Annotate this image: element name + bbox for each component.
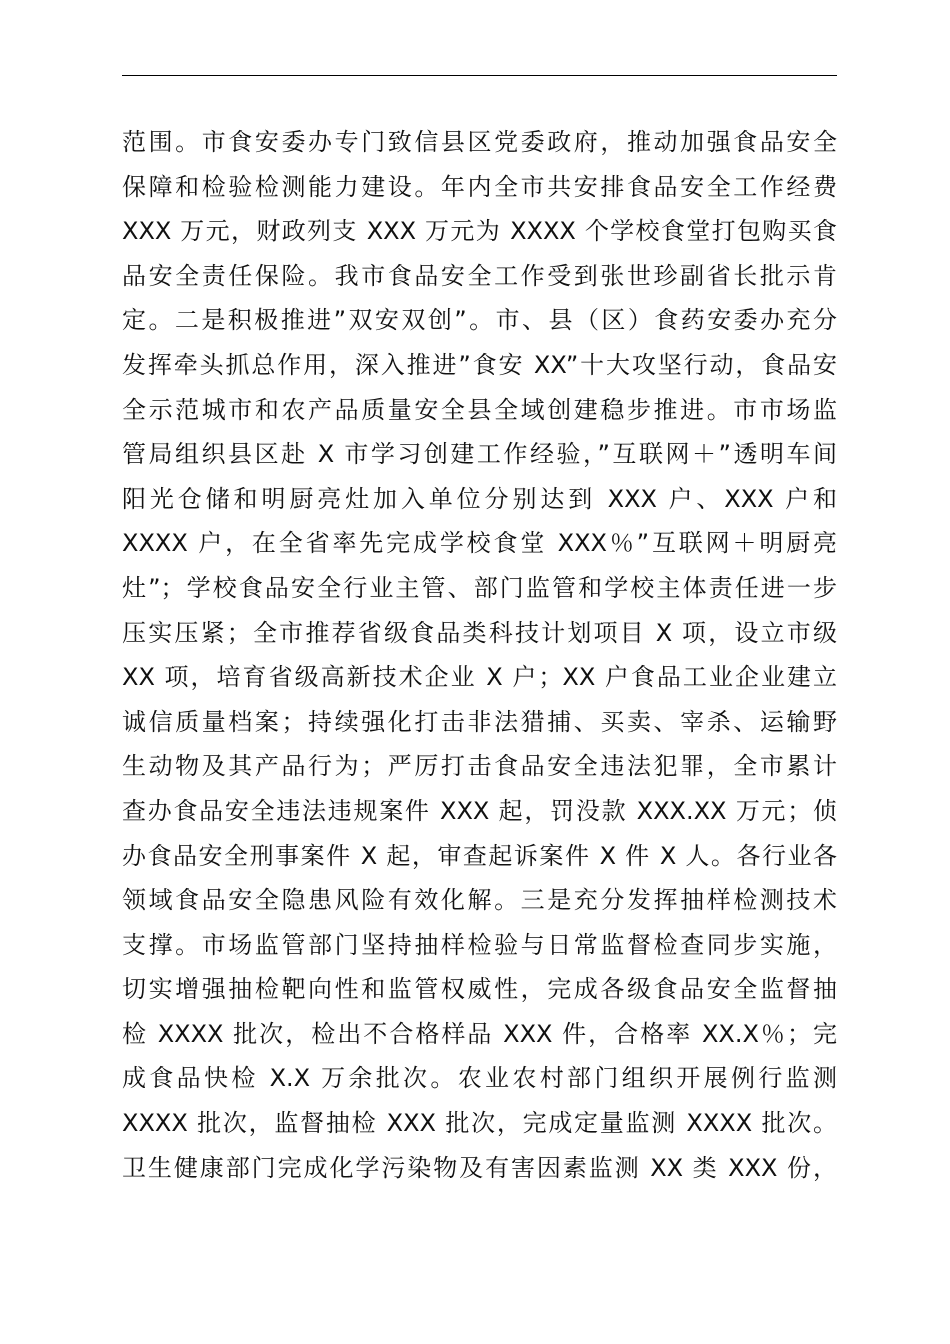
text-line: 生动物及其产品行为；严厉打击食品安全违法犯罪，全市累计 xyxy=(122,752,837,781)
text-line: 卫生健康部门完成化学污染物及有害因素监测 XX 类 XXX 份， xyxy=(122,1153,837,1182)
text-line: 品安全责任保险。我市食品安全工作受到张世珍副省长批示肯 xyxy=(122,261,837,290)
text-line: XXX 万元，财政列支 XXX 万元为 XXXX 个学校食堂打包购买食 xyxy=(122,217,837,246)
text-line: 诚信质量档案；持续强化打击非法猎捕、买卖、宰杀、运输野 xyxy=(122,707,837,736)
text-line: 范围。市食安委办专门致信县区党委政府，推动加强食品安全 xyxy=(122,128,837,156)
text-line: 办食品安全刑事案件 X 起，审查起诉案件 X 件 X 人。各行业各 xyxy=(122,841,837,870)
text-line: 查办食品安全违法违规案件 XXX 起，罚没款 XXX.XX 万元；侦 xyxy=(122,796,837,825)
text-line: 灶”；学校食品安全行业主管、部门监管和学校主体责任进一步 xyxy=(122,573,837,602)
text-line: 保障和检验检测能力建设。年内全市共安排食品安全工作经费 xyxy=(122,172,837,201)
text-line: 定。二是积极推进”双安双创”。市、县（区）食药安委办充分 xyxy=(122,306,837,335)
text-line: 支撑。市场监管部门坚持抽样检验与日常监督检查同步实施， xyxy=(122,930,837,959)
text-line: 切实增强抽检靶向性和监管权威性，完成各级食品安全监督抽 xyxy=(122,975,837,1004)
text-line: 全示范城市和农产品质量安全县全域创建稳步推进。市市场监 xyxy=(122,395,837,424)
text-line: XXXX 户，在全省率先完成学校食堂 XXX％”互联网＋明厨亮 xyxy=(122,529,837,558)
body-paragraph xyxy=(122,120,837,1190)
text-line: 阳光仓储和明厨亮灶加入单位分别达到 XXX 户、XXX 户和 xyxy=(122,484,837,513)
text-line: 检 XXXX 批次，检出不合格样品 XXX 件，合格率 XX.X％；完 xyxy=(122,1019,837,1048)
header-rule xyxy=(122,75,837,76)
text-line: 领域食品安全隐患风险有效化解。三是充分发挥抽样检测技术 xyxy=(122,886,837,915)
text-line: 管局组织县区赴 X 市学习创建工作经验，”互联网＋”透明车间 xyxy=(122,440,837,469)
text-line: XXXX 批次，监督抽检 XXX 批次，完成定量监测 XXXX 批次。 xyxy=(122,1109,837,1138)
text-line: XX 项，培育省级高新技术企业 X 户；XX 户食品工业企业建立 xyxy=(122,663,837,692)
text-line: 发挥牵头抓总作用，深入推进”食安 XX”十大攻坚行动，食品安 xyxy=(122,350,837,379)
text-line: 成食品快检 X.X 万余批次。农业农村部门组织开展例行监测 xyxy=(122,1064,837,1093)
text-line: 压实压紧；全市推荐省级食品类科技计划项目 X 项，设立市级 xyxy=(122,618,837,647)
